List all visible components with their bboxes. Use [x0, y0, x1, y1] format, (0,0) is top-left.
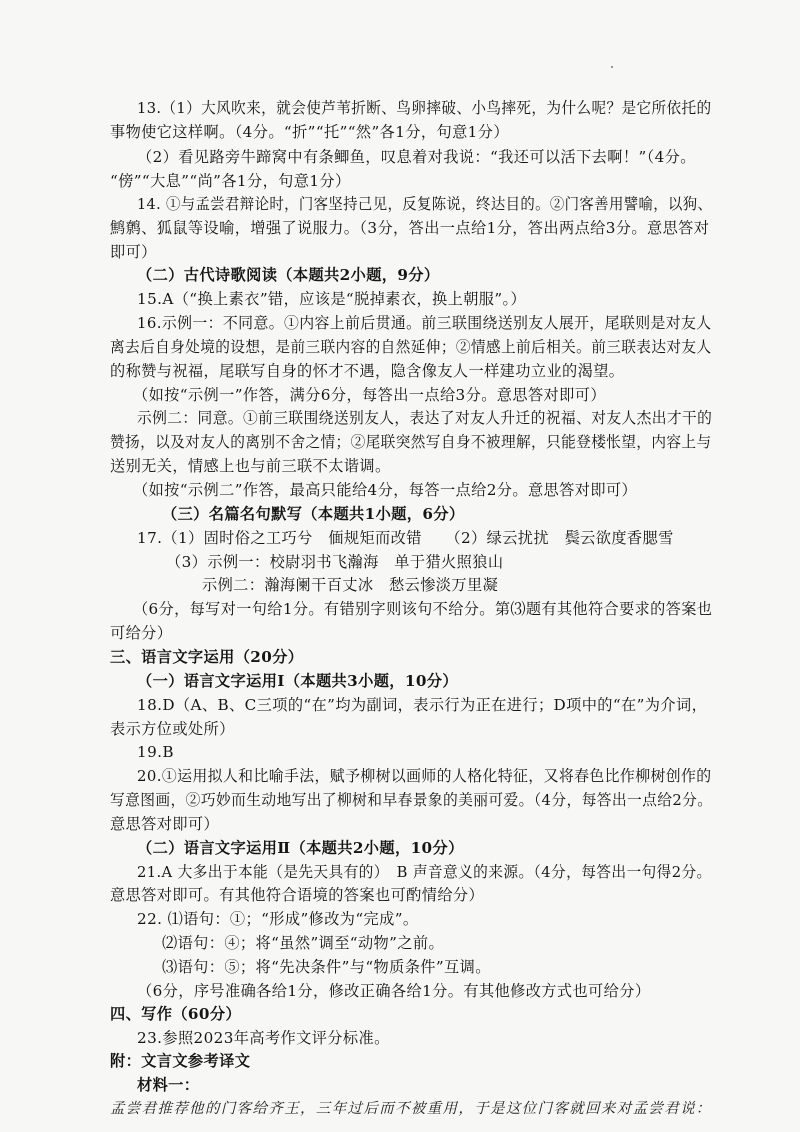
- text-line: 18.D（A、B、C三项的“在”均为副词，表示行为正在进行；D项中的“在”为介词，: [137, 696, 708, 714]
- text-line: 赞扬，以及对友人的离别不舍之情；②尾联突然写自身不被理解，只能登楼怅望，内容上与: [110, 433, 712, 451]
- section-heading: 三、语言文字运用（20分）: [110, 648, 304, 666]
- text-line: 的称赞与祝福，尾联写自身的怀才不遇，隐含像友人一样建功立业的渴望。: [110, 362, 625, 380]
- text-line: 22. ⑴语句：①；“形成”修改为“完成”。: [137, 910, 419, 928]
- text-line: ⑶语句：⑤；将“先决条件”与“物质条件”互调。: [162, 958, 491, 976]
- text-line: （6分，序号准确各给1分，修改正确各给1分。有其他修改方式也可给分）: [137, 982, 651, 1000]
- text-line: 19.B: [137, 743, 174, 761]
- text-line: ⑵语句：④；将“虽然”调至“动物”之前。: [162, 934, 445, 952]
- section-heading: 附：文言文参考译文: [110, 1052, 251, 1070]
- text-line: 15.A（“换上素衣”错，应该是“脱掉素衣，换上朝服”。）: [137, 290, 527, 308]
- text-line: 示例二：瀚海阑干百丈冰 愁云惨淡万里凝: [202, 576, 499, 594]
- section-heading: 四、写作（60分）: [110, 1005, 242, 1023]
- text-line: （2）看见路旁牛蹄窝中有条鲫鱼，叹息着对我说：“我还可以活下去啊！”（4分。: [137, 148, 696, 166]
- text-line: “傍”“大息”“尚”各1分，句意1分）: [110, 172, 351, 190]
- text-line: （如按“示例二”作答，最高只能给4分，每答一点给2分。意思答对即可）: [133, 481, 638, 499]
- text-line: 17.（1）固时俗之工巧兮 偭规矩而改错 （2）绿云扰扰 鬓云欲度香腮雪: [137, 529, 674, 547]
- scan-speck: [611, 66, 613, 68]
- subsection-heading: 材料一：: [137, 1076, 200, 1094]
- text-line: 21.A 大多出于本能（是先天具有的） B 声音意义的来源。（4分，每答出一句得2分。: [137, 863, 712, 881]
- text-line: （3）示例一：校尉羽书飞瀚海 单于猎火照狼山: [166, 553, 504, 571]
- text-line: 鹪鹩、狐鼠等设喻，增强了说服力。（3分，答出一点给1分，答出两点给3分。意思答对: [110, 219, 710, 237]
- text-line: 23.参照2023年高考作文评分标准。: [137, 1029, 390, 1047]
- text-line: （6分，每写对一句给1分。有错别字则该句不给分。第⑶题有其他符合要求的答案也: [133, 600, 713, 618]
- text-line: 意思答对即可）: [110, 815, 220, 833]
- text-line: 14. ①与孟尝君辩论时，门客坚持己见，反复陈说，终达目的。②门客善用譬喻，以狗、: [137, 195, 713, 213]
- text-line: 16.示例一：不同意。①内容上前后贯通。前三联围绕送别友人展开，尾联则是对友人: [137, 314, 712, 332]
- text-line: 离去后自身处境的设想，是前三联内容的自然延伸；②情感上前后相关。前三联表达对友人: [110, 338, 712, 356]
- text-line: 13.（1）大风吹来，就会使芦苇折断、鸟卵摔破、小鸟摔死，为什么呢？是它所依托的: [137, 99, 712, 117]
- text-line: 写意图画，②巧妙而生动地写出了柳树和早春景象的美丽可爱。（4分，每答出一点给2分。: [110, 791, 713, 809]
- text-line: （如按“示例一”作答，满分6分，每答出一点给3分。意思答对即可）: [133, 386, 606, 404]
- section-heading: （二）古代诗歌阅读（本题共2小题，9分）: [137, 266, 440, 284]
- text-line: 意思答对即可。有其他符合语境的答案也可酌情给分）: [110, 886, 485, 904]
- section-heading: （二）语言文字运用Ⅱ（本题共2小题，10分）: [137, 839, 464, 857]
- text-line: 表示方位或处所）: [110, 720, 235, 738]
- text-line: 20.①运用拟人和比喻手法，赋予柳树以画师的人格化特征，又将春色比作柳树创作的: [137, 767, 712, 785]
- handwritten-translation-line: 孟尝君推荐他的门客给齐王，三年过后而不被重用，于是这位门客就回来对孟尝君说：: [110, 1100, 712, 1117]
- text-line: 送别无关，情感上也与前三联不太谐调。: [110, 457, 391, 475]
- text-line: 事物使它这样啊。（4分。“折”“托”“然”各1分，句意1分）: [110, 123, 509, 141]
- text-line: 即可）: [110, 243, 157, 261]
- section-heading: （三）名篇名句默写（本题共1小题，6分）: [162, 505, 465, 523]
- text-line: 示例二：同意。①前三联围绕送别友人，表达了对友人升迁的祝福、对友人杰出才干的: [137, 409, 713, 427]
- text-line: 可给分）: [110, 624, 173, 642]
- section-heading: （一）语言文字运用Ⅰ（本题共3小题，10分）: [137, 672, 458, 690]
